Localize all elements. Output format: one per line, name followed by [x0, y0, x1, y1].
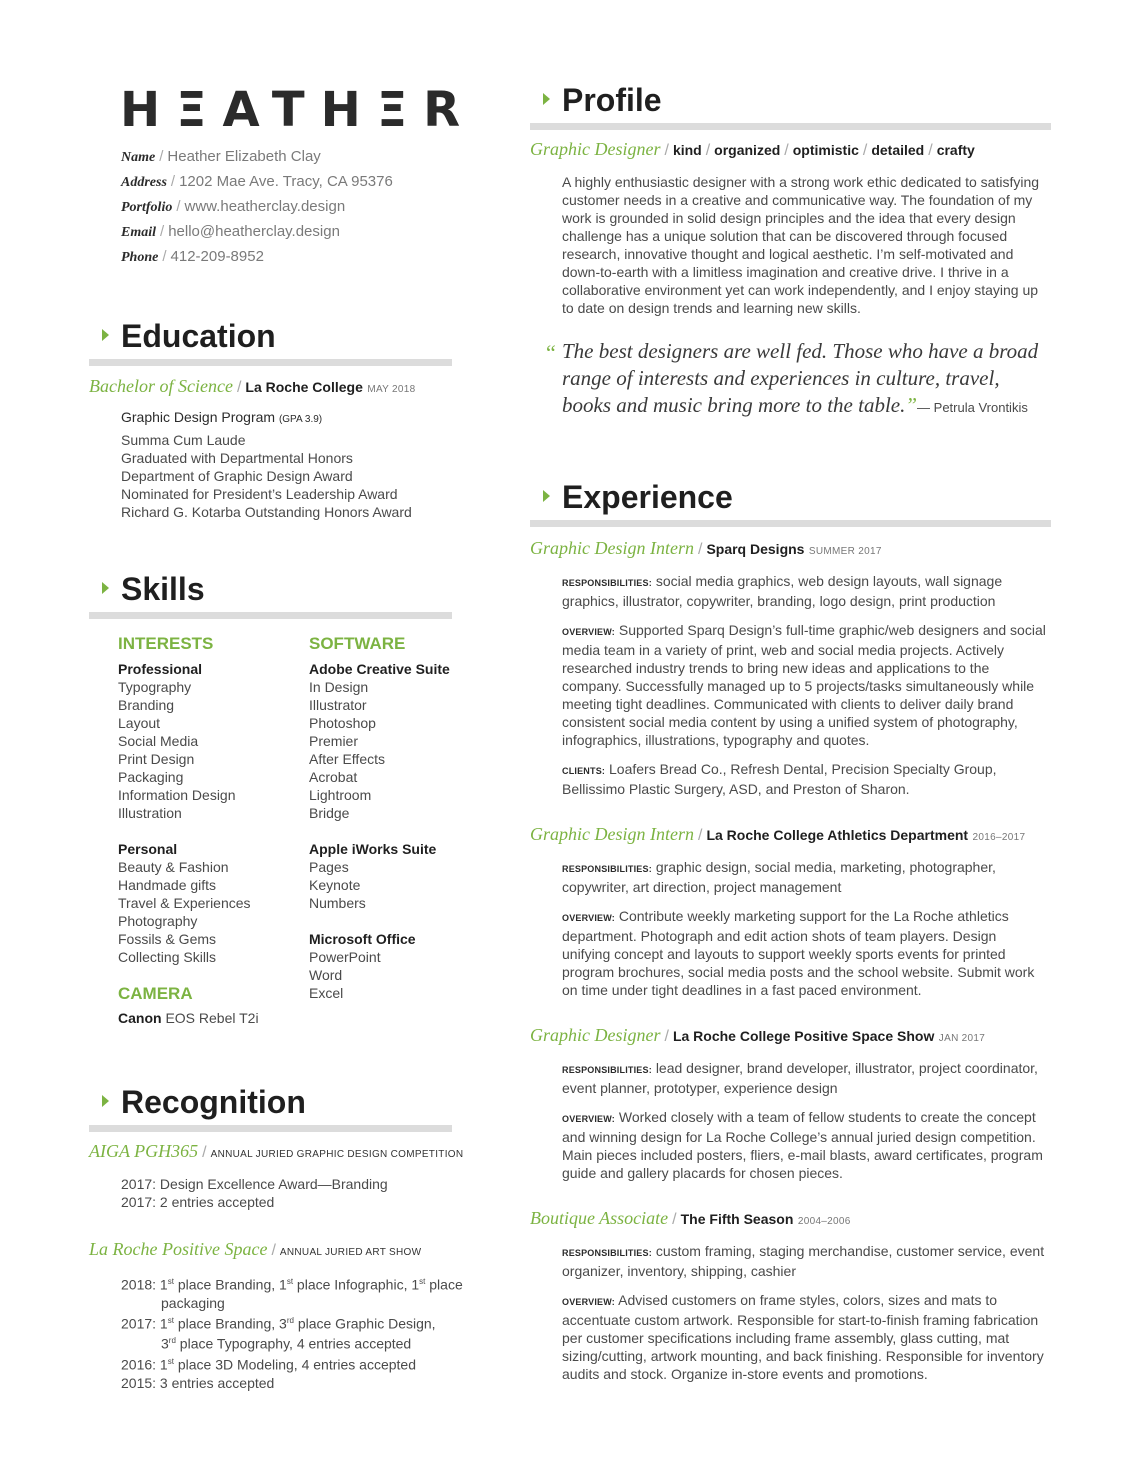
profile-quote	[562, 338, 1042, 421]
software-column	[309, 634, 479, 1002]
contact-value: 412-209-8952	[170, 248, 264, 265]
job-role: Graphic Design Intern	[530, 824, 694, 844]
quote-open-mark: “	[546, 340, 556, 365]
contact-label: Portfolio	[121, 200, 173, 215]
list-item: Acrobat	[309, 769, 358, 785]
resp-text: social media graphics, web design layouts, wall signage graphics, illustrator, copywriter, branding, logo design, print production	[562, 573, 1003, 609]
professional-list	[118, 678, 298, 822]
job-role: Graphic Design Intern	[530, 538, 694, 558]
list-item: Photography	[118, 913, 198, 929]
list-item: In Design	[309, 679, 369, 695]
trait: organized	[714, 142, 781, 158]
contact-value: Heather Elizabeth Clay	[167, 148, 321, 165]
logo-wordmark: HΞATHΞR	[120, 82, 477, 138]
skills-heading: Skills	[102, 571, 205, 608]
list-item: PowerPoint	[309, 949, 381, 965]
education-program	[121, 409, 322, 425]
job-overview	[562, 907, 1048, 999]
list-item: Department of Graphic Design Award	[121, 468, 353, 484]
contact-value: 1202 Mae Ave. Tracy, CA 95376	[179, 173, 393, 190]
personal-list	[118, 858, 298, 966]
list-item: 2018: 1st place Branding, 1st place Infographic, 1st place	[121, 1276, 463, 1293]
list-item: 2015: 3 entries accepted	[121, 1374, 275, 1391]
job-responsibilities	[562, 1059, 1048, 1097]
ms-list	[309, 948, 479, 1002]
list-item: Social Media	[118, 733, 199, 749]
list-item: Packaging	[118, 769, 184, 785]
aiga-list	[121, 1175, 388, 1211]
laroche-list	[121, 1273, 481, 1392]
contact-email: Email / hello@heatherclay.design	[121, 223, 340, 240]
personal-heading: Personal	[118, 841, 178, 857]
list-item: 2017: 1st place Branding, 3rd place Graphic Design,	[121, 1315, 436, 1332]
contact-name: Name / Heather Elizabeth Clay	[121, 148, 321, 165]
adobe-list	[309, 678, 479, 822]
job-title-line: Boutique Associate / The Fifth Season 2004–2006	[530, 1208, 851, 1228]
profile-rule	[530, 123, 1051, 130]
apple-list	[309, 858, 479, 912]
list-item: Illustrator	[309, 697, 367, 713]
overview-text: Advised customers on frame styles, colors, sizes and mats to accentuate custom artwork. Responsible for start-to-finish framing fabrication per customer specifications including frame assembly, glass cutting, mat sizing/cutting, artwork mounting, and back finishing. Responsible for inventory audits and stock. Organize in-store events and promotions.	[562, 1292, 1044, 1382]
education-heading: Education	[102, 318, 276, 355]
quote-author: — Petrula Vrontikis	[917, 400, 1028, 415]
ms-heading: Microsoft Office	[309, 931, 416, 947]
overview-text: Worked closely with a team of fellow students to create the concept and winning design for La Roche College’s annual juried design competition. Main pieces included posters, fliers, e-mail blasts, award certificates, program guide and gallery placards for chosen pieces.	[562, 1109, 1043, 1181]
degree-title: Bachelor of Science	[89, 376, 233, 396]
profile-heading: Profile	[543, 82, 662, 119]
arrow-right-icon	[102, 1095, 109, 1107]
job-date: 2016–2017	[972, 832, 1026, 843]
list-item: Summa Cum Laude	[121, 432, 246, 448]
clients-text: Loafers Bread Co., Refresh Dental, Precision Specialty Group, Bellissimo Plastic Surgery, ASD, and Preston of Sharon.	[562, 761, 997, 797]
camera-brand: Canon	[118, 1010, 162, 1026]
job-overview	[562, 1291, 1048, 1383]
list-item: After Effects	[309, 751, 385, 767]
arrow-right-icon	[543, 490, 550, 502]
portfolio-link[interactable]: www.heatherclay.design	[184, 198, 346, 215]
job-date: SUMMER 2017	[808, 546, 882, 557]
list-item: 3rd place Typography, 4 entries accepted	[161, 1335, 412, 1352]
adobe-heading: Adobe Creative Suite	[309, 661, 450, 677]
trait: optimistic	[792, 142, 859, 158]
job-responsibilities	[562, 572, 1048, 610]
laroche-title: La Roche Positive Space	[89, 1239, 268, 1259]
job-role: Boutique Associate	[530, 1208, 669, 1228]
quote-close-mark: ”	[905, 393, 918, 417]
list-item: Collecting Skills	[118, 949, 217, 965]
resp-text: custom framing, staging merchandise, customer service, event organizer, inventory, shipping, cashier	[562, 1243, 1045, 1279]
program-name: Graphic Design Program	[121, 409, 276, 425]
overview-label: OVERVIEW:	[562, 1114, 615, 1124]
gpa: (GPA 3.9)	[278, 414, 323, 425]
laroche-title-line: La Roche Positive Space / ANNUAL JURIED ART SHOW	[89, 1239, 422, 1259]
clients-label: CLIENTS:	[562, 766, 606, 776]
job-responsibilities	[562, 1242, 1048, 1280]
job-date: JAN 2017	[938, 1033, 986, 1044]
job-overview	[562, 621, 1048, 749]
interests-column	[118, 634, 298, 1026]
list-item: Pages	[309, 859, 349, 875]
apple-heading: Apple iWorks Suite	[309, 841, 437, 857]
list-item: Branding	[118, 697, 175, 713]
trait: crafty	[936, 142, 975, 158]
job-company: La Roche College Positive Space Show	[672, 1028, 935, 1044]
job-responsibilities	[562, 858, 1048, 896]
list-item: Photoshop	[309, 715, 376, 731]
profile-summary: A highly enthusiastic designer with a strong work ethic dedicated to satisfying customer needs in a creative and communicative way. The foundation of my work is grounded in solid design principles and the idea that every design challenge has a unique solution that can be discovered through focused research, innovative thought and logical aesthetic. I’m self-motivated and down-to-earth with a limitless imagination and creative drive. I thrive in a collaborative environment yet can work independently, and I enjoy staying up to date on design trends and learning new skills.	[562, 174, 1040, 316]
experience-heading: Experience	[543, 479, 733, 516]
trait: detailed	[871, 142, 925, 158]
list-item: Nominated for President’s Leadership Award	[121, 486, 398, 502]
experience-rule	[530, 520, 1051, 527]
contact-label: Email	[121, 225, 157, 240]
list-item: 2017: 2 entries accepted	[121, 1194, 275, 1210]
list-item: Fossils & Gems	[118, 931, 217, 947]
job-company: The Fifth Season	[680, 1211, 794, 1227]
recognition-heading: Recognition	[102, 1084, 306, 1121]
contact-phone: Phone / 412-209-8952	[121, 248, 264, 265]
resp-label: RESPONSIBILITIES:	[562, 578, 652, 588]
arrow-right-icon	[102, 329, 109, 341]
list-item: 2016: 1st place 3D Modeling, 4 entries accepted	[121, 1356, 416, 1373]
overview-label: OVERVIEW:	[562, 1297, 615, 1307]
contact-label: Phone	[121, 250, 159, 265]
aiga-title: AIGA PGH365	[89, 1141, 199, 1161]
resp-text: lead designer, brand developer, illustrator, project coordinator, event planner, prototyper, experience design	[562, 1060, 1038, 1096]
software-heading: SOFTWARE	[309, 634, 406, 653]
list-item: Beauty & Fashion	[118, 859, 229, 875]
overview-text: Contribute weekly marketing support for the La Roche athletics department. Photograph and edit action shots of team players. Design unifying concept and layouts to support weekly sports events for printed program brochures, social media posts and the school website. Submit work on time under tight deadlines in a fast paced environment.	[562, 908, 1035, 998]
camera-heading: CAMERA	[118, 984, 193, 1003]
list-item: Travel & Experiences	[118, 895, 251, 911]
contact-portfolio: Portfolio / www.heatherclay.design	[121, 198, 346, 215]
resp-label: RESPONSIBILITIES:	[562, 864, 652, 874]
list-item: Layout	[118, 715, 161, 731]
list-item: Keynote	[309, 877, 361, 893]
resp-label: RESPONSIBILITIES:	[562, 1248, 652, 1258]
list-item: Lightroom	[309, 787, 372, 803]
skills-rule	[89, 612, 452, 619]
resp-text: graphic design, social media, marketing, photographer, copywriter, art direction, project management	[562, 859, 996, 895]
quote-text: The best designers are well fed. Those who have a broad range of interests and experiences in culture, travel, books and music bring more to the table.	[562, 339, 1039, 417]
contact-block	[121, 145, 481, 270]
camera-line	[118, 1010, 298, 1026]
arrow-right-icon	[543, 93, 550, 105]
camera-model: EOS Rebel T2i	[165, 1010, 259, 1026]
aiga-title-line: AIGA PGH365 / ANNUAL JURIED GRAPHIC DESIGN COMPETITION	[89, 1141, 464, 1161]
resp-label: RESPONSIBILITIES:	[562, 1065, 652, 1075]
aiga-subtitle: ANNUAL JURIED GRAPHIC DESIGN COMPETITION	[210, 1149, 464, 1160]
education-rule	[89, 359, 452, 366]
job-title-line: Graphic Designer / La Roche College Positive Space Show JAN 2017	[530, 1025, 986, 1045]
list-item: Excel	[309, 985, 344, 1001]
list-item: Premier	[309, 733, 359, 749]
professional-heading: Professional	[118, 661, 203, 677]
email-link[interactable]: hello@heatherclay.design	[168, 223, 340, 240]
job-date: 2004–2006	[797, 1216, 851, 1227]
trait: kind	[672, 142, 702, 158]
list-item: Graduated with Departmental Honors	[121, 450, 353, 466]
job-title-line: Graphic Design Intern / La Roche College Athletics Department 2016–2017	[530, 824, 1026, 844]
job-role: Graphic Designer	[530, 1025, 661, 1045]
education-date: MAY 2018	[367, 384, 416, 395]
job-clients	[562, 760, 1048, 798]
overview-text: Supported Sparq Design’s full-time graphic/web designers and social media team in a variety of print, web and social media projects. Actively researched industry trends to bring new ideas and applications to the company. Successfully managed up to 5 projects/tasks simultaneously while meeting tight deadlines. Communicated with clients to deliver daily brand consistent social media content by using a unified system of photography, infographics, illustrations, typography and quotes.	[562, 622, 1046, 748]
school-name: La Roche College	[245, 379, 363, 395]
contact-address: Address / 1202 Mae Ave. Tracy, CA 95376	[121, 173, 393, 190]
overview-label: OVERVIEW:	[562, 627, 615, 637]
list-item: Information Design	[118, 787, 236, 803]
list-item: 2017: Design Excellence Award—Branding	[121, 1176, 388, 1192]
profile-role: Graphic Designer	[530, 139, 661, 159]
overview-label: OVERVIEW:	[562, 913, 615, 923]
laroche-subtitle: ANNUAL JURIED ART SHOW	[279, 1247, 422, 1258]
arrow-right-icon	[102, 582, 109, 594]
job-company: La Roche College Athletics Department	[706, 827, 969, 843]
list-item: Typography	[118, 679, 192, 695]
list-item: Print Design	[118, 751, 195, 767]
recognition-rule	[89, 1125, 452, 1132]
list-item: Handmade gifts	[118, 877, 217, 893]
education-degree-line: Bachelor of Science / La Roche College MAY 2018	[89, 376, 416, 396]
contact-label: Name	[121, 150, 156, 165]
job-title-line: Graphic Design Intern / Sparq Designs SUMMER 2017	[530, 538, 882, 558]
list-item: Word	[309, 967, 343, 983]
interests-heading: INTERESTS	[118, 634, 214, 653]
list-item: Richard G. Kotarba Outstanding Honors Award	[121, 504, 412, 520]
list-item: Illustration	[118, 805, 182, 821]
contact-label: Address	[121, 175, 167, 190]
list-item: Bridge	[309, 805, 350, 821]
list-item: Numbers	[309, 895, 366, 911]
profile-role-line: Graphic Designer / kind / organized / optimistic / detailed / crafty	[530, 139, 975, 159]
job-overview	[562, 1108, 1048, 1182]
list-item: packaging	[161, 1294, 225, 1311]
job-company: Sparq Designs	[706, 541, 805, 557]
honors-list	[121, 431, 412, 521]
